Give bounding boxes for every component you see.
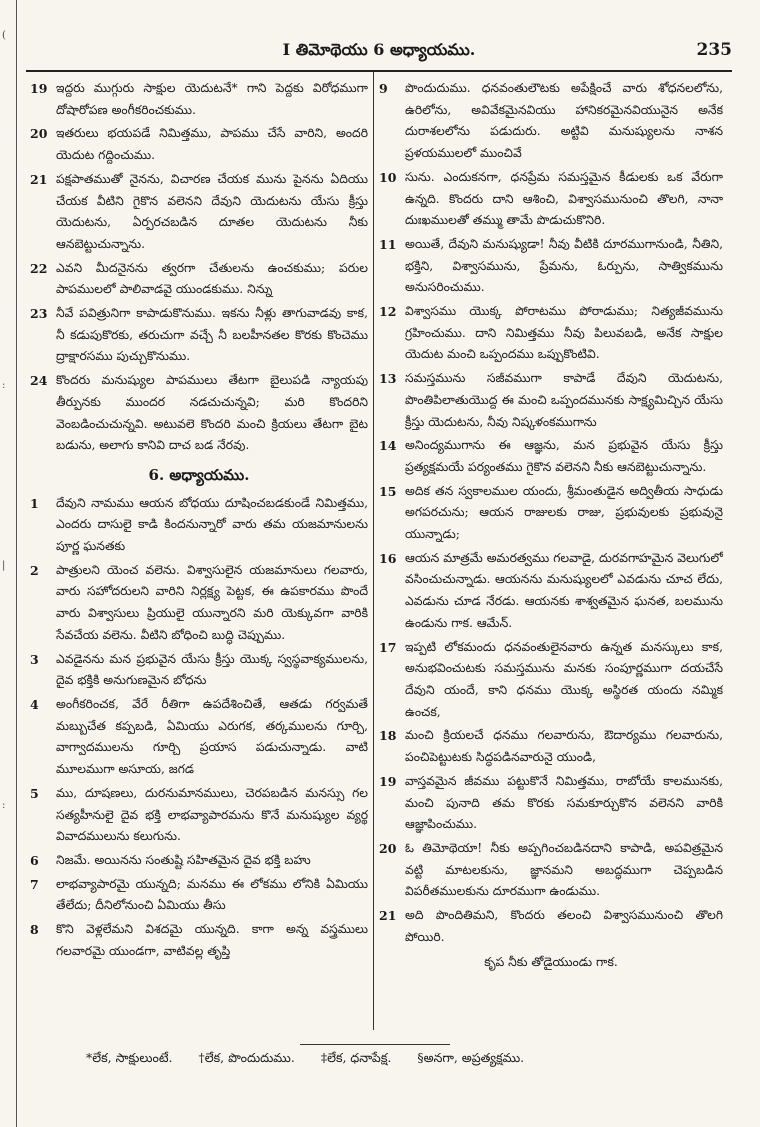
footnote: †లేక, పొందుదుము. [198,1050,295,1065]
verse-number: 17 [379,639,397,655]
verse [30,493,368,558]
closing-blessing: కృప నీకు తోడైయుండు గాక. [484,955,618,970]
verse-number: 21 [30,171,48,187]
footnote: ‡లేక, ధనాపేక్ష. [320,1050,392,1065]
verse [30,694,368,781]
verse [379,838,723,903]
column-divider [373,72,374,1030]
binding-mark: | [2,560,6,571]
verse [30,919,368,962]
verse-number: 5 [30,785,39,801]
verse-number: 10 [379,169,397,185]
verse [30,874,368,917]
verse-number: 12 [379,304,397,320]
verse-number: 8 [30,922,39,938]
verse-text: ఇతరులు భయపడే నిమిత్తము, పాపము చేసే వారిని, అందరి యెదుట గద్దించుము. [56,126,368,163]
verse-number: 6 [30,852,39,868]
verse-number: 9 [379,81,388,96]
verse-number: 21 [379,908,397,924]
verse [379,78,723,165]
verse-text: లాభవ్యాపారమై యున్నది; మనము ఈ లోకము లోనికి ఏమియు తేలేదు; దీనిలోనుంచి ఏమియు తీసు [56,876,368,913]
verse [379,234,723,299]
verse-text: అనింద్యముగాను ఈ ఆజ్ఞను, మన ప్రభువైన యేసు క్రీస్తు ప్రత్యక్షమయే పర్యంతము గైకొన వలెనని నీకు ఆనబెట్టుచున్నాను. [405,438,723,474]
verse-text: ఓ తిమోథెయా! నీకు అప్పగించబడినదాని కాపాడి, అపవిత్రమైన వట్టి మాటలకును, జ్ఞానమని అబద్ధముగా చెప్పబడిన విపరీతములకును దూరముగా ఉండుము. [405,840,723,899]
verse [379,368,723,433]
right-column [379,78,723,1040]
verse [30,169,368,256]
header-rule [26,70,732,72]
verse-text: వాస్తవమైన జీవము పట్టుకొనే నిమిత్తము, రాబోయే కాలమునకు, మంచి పునాది తమ కొరకు సమకూర్చుకొన వలెనని వారికి ఆజ్ఞాపించుము. [405,773,723,832]
verse-text: అంగీకరించక, వేరే రీతిగా ఉపదేశించితే, ఆతడు గర్వమతే మబ్బుచేత కప్పబడి, ఏమియు ఎరుగక, తర్కములను గూర్చి, వాగ్వాదములను గూర్చి ప్రయాస పడుచున్నాడు. వాటి మూలముగా అసూయ, జగడ [56,696,368,777]
verse [30,560,368,647]
verse-number: 20 [379,840,397,856]
verse-number: 18 [379,728,397,744]
verse-number: 15 [379,483,397,499]
verse [30,850,368,872]
page-binding-edge [0,0,17,1127]
verse-number: 1 [30,495,39,511]
verse [30,258,368,301]
chapter-heading: 6. అధ్యాయము. [148,465,250,484]
verse-text: నీవే పవిత్రునిగా కాపాడుకొనుము. ఇకను నీళ్లు తాగువాడవు కాక, నీ కడుపుకొరకు, తరుచుగా వచ్చే నీ బలహీనతల కొరకు కొంచెము ద్రాక్షారసము పుచ్చుకొనుము. [56,306,368,364]
footnote: §అనగా, అప్రత్యక్షము. [417,1050,525,1065]
footnotes [86,1050,720,1069]
verse [379,771,723,836]
verse-text: ము, దూషణలు, దురనుమానములు, చెరపబడిన మనస్సు గల సత్యహీనులై దైవ భక్తి లాభవ్యాపారమను కొనే మనుష్యుల వ్యర్థ వివాదములును కలుగును. [56,785,368,844]
verse-number: 13 [379,371,397,387]
verse [30,783,368,848]
page-number: 235 [696,40,732,60]
verse [379,167,723,232]
verse-number: 20 [30,126,48,142]
verse [379,905,723,948]
verse-number: 24 [30,373,48,389]
verse-number: 2 [30,562,39,578]
verse-number: 22 [30,260,48,276]
verse [379,301,723,366]
verse-number: 14 [379,438,397,454]
verse-text: ఇద్దరు ముగ్గురు సాక్షుల యెదుటనే* గాని పెద్దకు విరోధముగా దోషారోపణ అంగీకరించకుము. [56,81,368,117]
verse-text: పాత్రులని యెంచ వలెను. విశ్వాసులైన యజమానులు గలవారు, వారు సహోదరులని వారిని నిర్లక్ష్య పెట్టక, ఈ ఉపకారము పొందే వారు విశ్వాసులు ప్రియులై యున్నారని మరి యెక్కువగా వారికి సేవచేయ వలెను. వీటిని బోధించి బుద్ధి చెప్పుము. [56,562,368,642]
verse-text: పొందుదుము. ధనవంతులౌటకు అపేక్షించే వారు శోధనలలోను, ఉరిలోను, అవివేకమైనవియు హానికరమైనవియునైన అనేక దురాశలలోను పడుదురు. అట్టివి మనుష్యులను నాశన ప్రళయములలో ముంచివే [405,81,723,161]
footnote: *లేక, సాక్షులుంటే. [86,1050,173,1065]
verse-text: కొని వెళ్లలేమని విశదమై యున్నది. కాగా అన్న వస్త్రములు గలవారమై యుండగా, వాటివల్ల తృప్తి [56,922,368,958]
verse-text: అదిక తన స్వకాలముల యందు, శ్రీమంతుడైన అద్వితీయ సాధుడు అగపరచును; ఆయన రాజులకు రాజు, ప్రభువులకు ప్రభువునై యున్నాడు; [405,483,723,542]
verse-number: 4 [30,696,39,712]
left-column [30,78,368,1040]
page-title: I తిమోథెయు 6 అధ్యాయము. [282,40,476,59]
footnote-rule [300,1044,450,1045]
verse-number: 3 [30,651,39,667]
verse-number: 19 [30,81,48,96]
verse-number: 23 [30,306,48,322]
verse [30,370,368,457]
verse-text: కొందరు మనుష్యుల పాపములు తేటగా బైలుపడి న్యాయపు తీర్పునకు ముందర నడచుచున్నవి; మరి కొందరిని వెంబడించుచున్నవి. అటువలె కొందరి మంచి క్రియలు తేటగా బైట బడును, అలాగు కానివి దాచ బడ నేరవు. [56,373,368,453]
verse-text: పక్షపాతముతో నైనను, విచారణ చేయక మును పైనను ఏదియు చేయక వీటిని గైకొన వలెనని దేవుని యెదుటను యేసు క్రీస్తు యెదుటను, ఏర్పరచబడిన దూతల యెదుటను నీకు ఆనబెట్టుచున్నాను. [56,171,368,251]
verse-text: నిజమే. అయినను సంతుష్టి సహితమైన దైవ భక్తి బహు [56,852,311,867]
verse-text: ఇప్పటి లోకమందు ధనవంతులైనవారు ఉన్నత మనస్కులు కాక, అనుభవించుటకు సమస్తమును మనకు సంపూర్ణముగా దయచేసే దేవుని యందే, కాని ధనము యొక్క అస్థిరత యందు నమ్మిక ఉంచక, [405,639,723,719]
verse [30,649,368,692]
binding-mark: : [2,380,6,391]
verse-number: 7 [30,876,39,892]
verse [30,123,368,166]
verse [379,435,723,478]
verse-text: ఆయన మాత్రమే అమరత్వము గలవాడై, దురవగాహమైన వెలుగులో వసించుచున్నాడు. ఆయనను మనుష్యులలో ఎవడును చూచ లేదు, ఎవడును చూడ నేరడు. ఆయనకు శాశ్వతమైన ఘనత, బలమును ఉండును గాక. ఆమేన్. [405,550,723,630]
verse-text: సమస్తమును సజీవముగా కాపాడే దేవుని యెదుటను, పొంతిపిలాతుయొద్ద ఈ మంచి ఒప్పందమునకు సాక్ష్యమిచ్చిన యేసు క్రీస్తు యెదుటను, నీవు నిష్కళంకముగాను [405,371,723,429]
verse-text: మంచి క్రియలచే ధనము గలవారును, ఔదార్యము గలవారును, పంచిపెట్టుటకు సిద్ధపడినవారునై యుండి, [405,728,723,765]
verse-text: ఎవని మీదనైనను త్వరగా చేతులను ఉంచకుము; పరుల పాపములలో పాలివాడవై యుండకుము. నిన్ను [56,260,368,297]
page-header [26,40,732,64]
verse-number: 16 [379,550,397,566]
verse-text: అయితే, దేవుని మనుష్యుడా! నీవు వీటికి దూరముగానుండి, నీతిని, భక్తిని, విశ్వాసమును, ప్రేమను, ఓర్పును, సాత్వికమును అనుసరించుము. [405,236,723,295]
binding-mark: ( [2,30,6,41]
verse-text: అది పొందితిమని, కొందరు తలంచి విశ్వాసమునుంచి తొలగి పోయిరి. [405,908,723,944]
verse-text: విశ్వాసము యొక్క పోరాటము పోరాడుము; నిత్యజీవమును గ్రహించుము. దాని నిమిత్తము నీవు పిలువబడి, అనేక సాక్షుల యెదుట మంచి ఒప్పందము ఒప్పుకొంటివి. [405,304,723,362]
verse [379,481,723,546]
verse [30,303,368,368]
verse-text: దేవుని నామము ఆయన బోధయు దూషించబడకుండే నిమిత్తము, ఎందరు దాసులై కాడి కిందనున్నారో వారు తమ యజమానులను పూర్ణ ఘనతకు [56,495,368,554]
verse [379,637,723,724]
verse-text: ఎవడైనను మన ప్రభువైన యేసు క్రీస్తు యొక్క స్వస్థవాక్యములను, దైవ భక్తికి అనుగుణమైన బోధను [56,651,368,688]
binding-mark: : [2,800,6,811]
verse-number: 19 [379,773,397,789]
verse [379,548,723,635]
verse [30,78,368,121]
verse-number: 11 [379,236,397,252]
verse-text: సును. ఎందుకనగా, ధనప్రేమ సమస్తమైన కీడులకు ఒక వేరుగా ఉన్నది. కొందరు దాని ఆశించి, విశ్వాసమునుంచి తొలగి, నానా దుఃఖములతో తమ్ము తామే పొడుచుకొనిరి. [405,169,723,228]
verse [379,725,723,768]
